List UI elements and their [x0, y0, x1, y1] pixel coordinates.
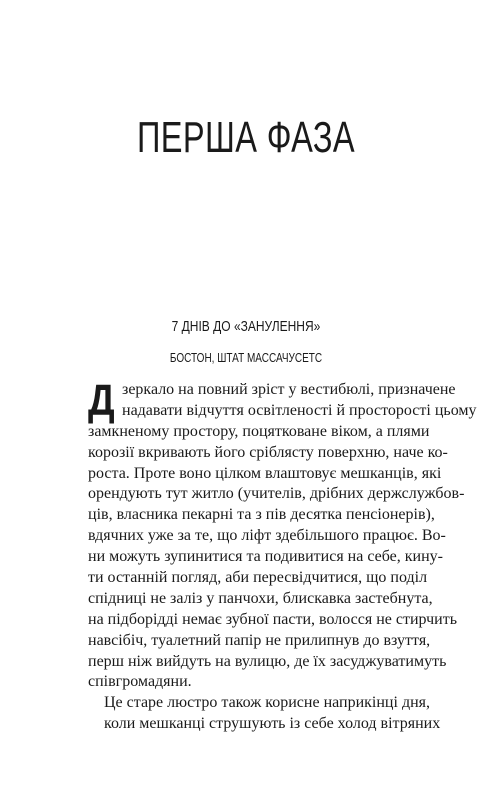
text-line: навсібіч, туалетний папір не прилипнув до взуття, — [88, 631, 431, 649]
text-line: коли мешканці струшують із себе холод вітряних — [104, 715, 441, 733]
text-line: спідниці не заліз у панчохи, блискавка застебнута, — [88, 589, 433, 607]
text-line: співгромадяни. — [88, 673, 192, 691]
text-line: орендують тут житло (учителів, дрібних держслужбов- — [88, 485, 465, 503]
text-line: зеркало на повний зріст у вестибюлі, призначене — [122, 381, 456, 398]
part-title: ПЕРША ФАЗА — [137, 113, 355, 162]
text-line: ти останній погляд, аби пересвідчитися, що поділ — [88, 569, 428, 587]
text-line: на підборідді немає зубної пасти, волосся не стирчить — [88, 610, 458, 628]
text-line: ни можуть зупинитися та подивитися на себе, кину- — [88, 548, 443, 566]
text-line: корозії вкривають його сріблясту поверхню, наче ко- — [88, 443, 448, 461]
text-line: надавати відчуття освітленості й просторості цьому — [122, 401, 477, 419]
text-line: роста. Проте воно цілком влаштовує мешканців, які — [88, 464, 442, 482]
text-line: вдячних уже за те, що ліфт здебільшого працює. Во- — [88, 527, 446, 545]
text-line: замкненому простору, поцятковане віком, а плями — [88, 422, 430, 440]
text-line: Це старе люстро також корисне наприкінці дня, — [104, 694, 430, 712]
drop-cap: Д — [88, 376, 115, 425]
chapter-title: 7 ДНІВ ДО «ЗАНУЛЕННЯ» — [171, 318, 321, 335]
chapter-location: БОСТОН, ШТАТ МАССАЧУСЕТС — [169, 351, 323, 365]
text-line: перш ніж вийдуть на вулицю, де їх засуджуватимуть — [88, 652, 447, 670]
body-text — [88, 376, 477, 735]
text-line: ців, власника пекарні та з пів десятка пенсіонерів), — [88, 506, 435, 524]
